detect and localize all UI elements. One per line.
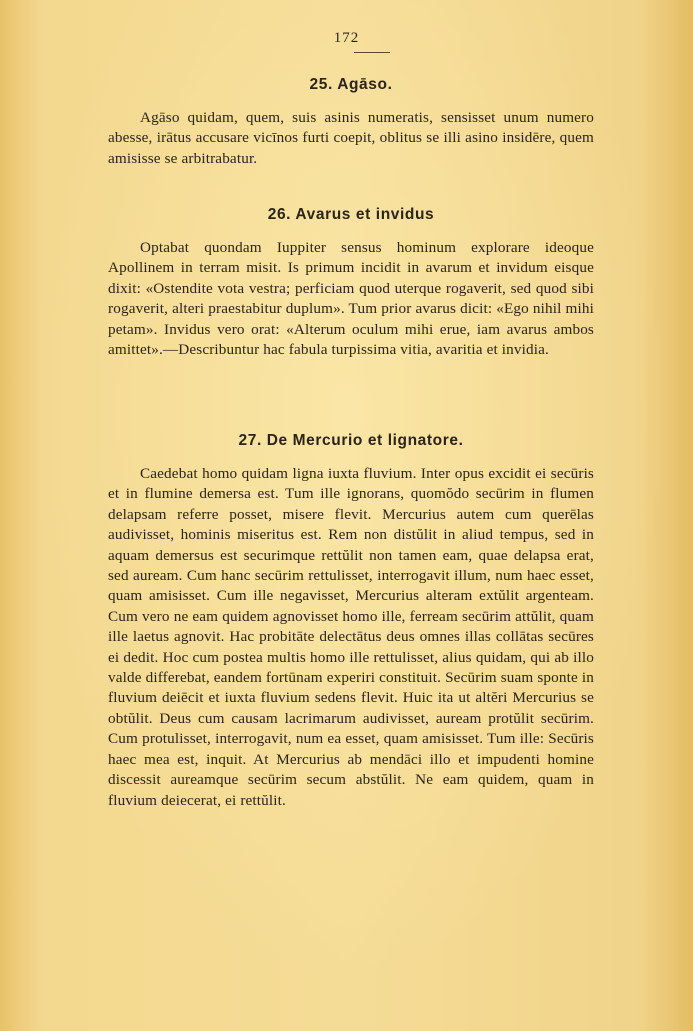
story-title: 27. De Mercurio et lignatore. <box>238 432 464 449</box>
story-de-mercurio-et-lignatore <box>108 432 594 811</box>
story-text: Optabat quondam Iuppiter sensus hominum explorare ideoque Apollinem in terram misit. Is primum incidit in avarum et invidum eisque dixit: «Ostendite vota vestra; perficiam quod uterque rogaverit, sed quod sibi rogaverit, alteri praestabitur duplum». Tum prior avarus dicit: «Ego nihil mihi petam». Invidus vero orat: «Alterum oculum mihi erue, iam avarus ambos amittet».—Describuntur hac fabula turpissima vitia, avaritia et invidia. <box>108 239 594 359</box>
story-title: 25. Agāso. <box>309 76 393 93</box>
page-number-rule <box>354 52 390 53</box>
story-avarus-et-invidus <box>108 206 594 360</box>
story-text: Agāso quidam, quem, suis asinis numeratis, sensisset unum numero abesse, irātus accusare vicīnos furti coepit, oblitus se illi asino insidēre, quem amisisse se arbitrabatur. <box>108 109 594 167</box>
story-agaso <box>108 76 594 169</box>
page-number: 172 <box>333 30 360 46</box>
story-text: Caedebat homo quidam ligna iuxta fluvium. Inter opus excidit ei secūris et in flumine demersa est. Tum ille ignorans, quomŏdo secūrim in flumen delapsam referre posset, misere flevit. Mercurius autem cum querēlas audivisset, hominis miseritus est. Rem non distŭlit in aliud tempus, sed in aquam demersus est securimque rettŭlit non tamen eam, quae delapsa erat, sed auream. Cum hanc secūrim rettulisset, interrogavit illum, num haec esset, quam amisisset. Cum ille negavisset, Mercurius alteram extŭlit argenteam. Cum vero ne eam quidem agnovisset homo ille, ferream secūrim attŭlit, quam ille laetus agnovit. Hac probitāte delectātus deus omnes illas collātas secūres ei dedit. Hoc cum postea multis homo ille rettulisset, alius quidam, qui ab illo valde differebat, eandem fortūnam experiri constituit. Secūrim suam sponte in fluvium deiēcit et iuxta fluvium sedens flevit. Huic ita ut altĕri Mercurius se obtŭlit. Deus cum causam lacrimarum audivisset, auream protŭlit secūrim. Cum protulisset, interrogavit, num ea esset, quam amisisset. Tum ille: Secūris haec mea est, inquit. At Mercurius ab mendāci illo et impudenti homine discessit aureamque secūrim secum abstŭlit. Ne eam quidem, quam in fluvium deiecerat, ei rettŭlit. <box>108 465 594 809</box>
story-title: 26. Avarus et invidus <box>267 206 435 223</box>
